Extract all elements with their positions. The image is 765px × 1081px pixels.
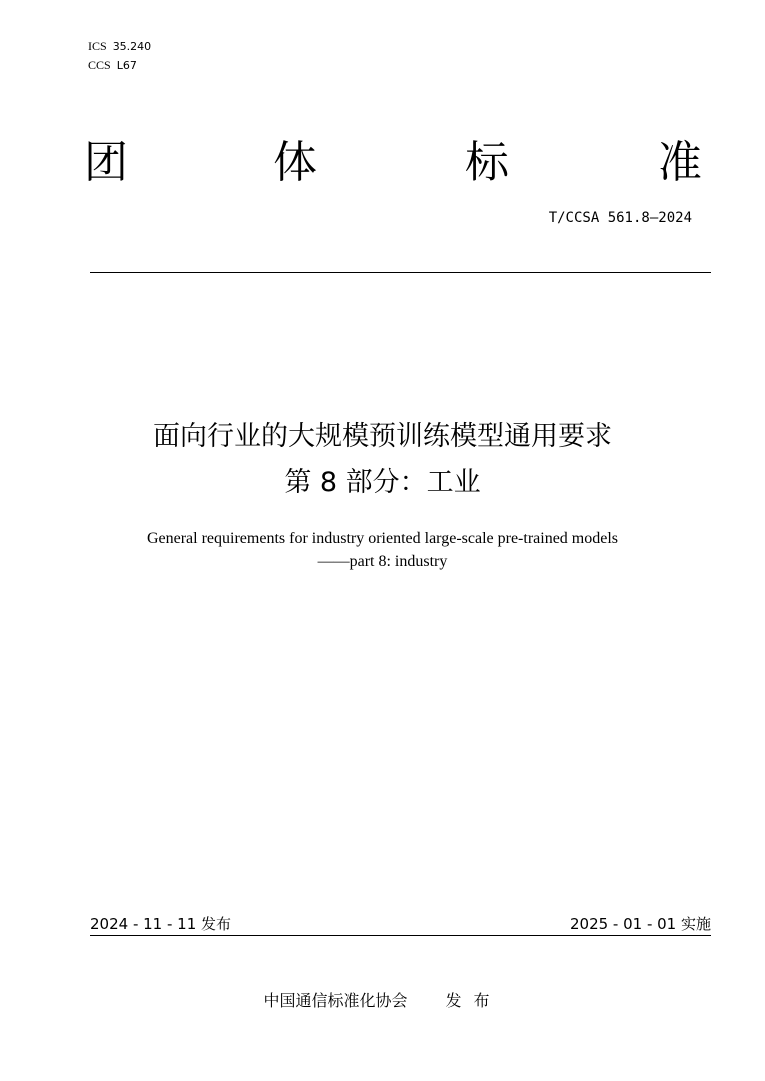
- publisher-org: 中国通信标准化协会: [263, 991, 408, 1010]
- ics-line: [88, 39, 151, 54]
- header-char-4: 准: [658, 137, 702, 188]
- header-divider: [90, 272, 711, 273]
- header-char-2: 体: [273, 137, 317, 188]
- ccs-label: CCS: [88, 58, 111, 72]
- implement-date: 2025 - 01 - 01 实施: [569, 915, 711, 933]
- title-en-line1: General requirements for industry oriented large-scale pre-trained models: [146, 530, 619, 547]
- footer-divider: [90, 935, 711, 936]
- publisher-line: [0, 988, 765, 1011]
- ics-label: ICS: [88, 39, 107, 53]
- header-char-3: 标: [465, 137, 509, 188]
- ccs-line: [88, 58, 137, 73]
- ccs-code: L67: [116, 59, 137, 72]
- publisher-verb: 发布: [445, 991, 502, 1010]
- standard-number: T/CCSA 561.8—2024: [548, 210, 692, 226]
- title-cn-line1: 面向行业的大规模预训练模型通用要求: [153, 421, 612, 452]
- title-cn-line2: 第 8 部分：工业: [284, 467, 481, 498]
- ics-code: 35.240: [112, 40, 152, 53]
- publish-date: 2024 - 11 - 11 发布: [90, 915, 232, 933]
- header-char-1: 团: [84, 137, 128, 188]
- title-en-line2: ——part 8: industry: [317, 553, 448, 570]
